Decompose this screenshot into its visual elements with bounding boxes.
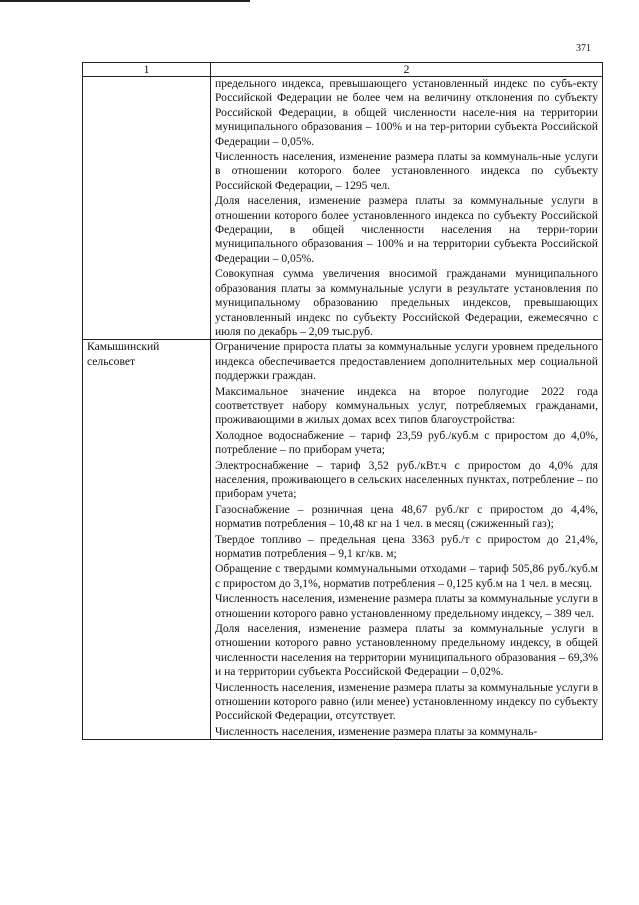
municipality-name: Камышинский сельсовет <box>87 340 160 368</box>
paragraph: Ограничение прироста платы за коммунальные услуги уровнем предельного индекса обеспечивается предоставлением дополнительных мер социальной поддержки граждан. <box>215 340 598 383</box>
paragraph: Максимальное значение индекса на второе полугодие 2022 года соответствует набору коммунальных услуг, потребляемых гражданами, проживающими в жилых домах всех типов благоустройства: <box>215 384 598 427</box>
page-number: 371 <box>576 43 591 54</box>
paragraph: предельного индекса, превышающего установленный индекс по субъ-екту Российской Федерации не более чем на величину отклонения по субъекту Российской Федерации, в общей численности населе-ния на территории муниципального образования – 100% и на тер-ритории субъекта Российской Федерации – 0,05%. <box>215 77 598 148</box>
top-rule <box>0 0 250 2</box>
municipality-cell <box>83 340 211 740</box>
paragraph: Совокупная сумма увеличения вносимой гражданами муниципального образования платы за коммунальные услуги в результате установления по муниципальному образованию предельных индексов, превышающих установленный индекс по субъекту Российской Федерации, ежемесячно с июля по декабрь – 2,09 тыс.руб. <box>215 267 598 338</box>
paragraph: Твердое топливо – предельная цена 3363 руб./т с приростом до 21,4%, норматив потребления – 9,1 кг/кв. м; <box>215 532 598 560</box>
paragraph: Газоснабжение – розничная цена 48,67 руб./кг с приростом до 4,4%, норматив потребления – 10,48 кг на 1 чел. в месяц (сжиженный газ); <box>215 502 598 531</box>
description-cell <box>211 340 603 740</box>
table-header-row <box>83 63 603 77</box>
paragraph: Электроснабжение – тариф 3,52 руб./кВт.ч с приростом до 4,0% для населения, проживающего в сельских населенных пунктах, потребление – по приборам учета; <box>215 458 598 501</box>
paragraph: Обращение с твердыми коммунальными отходами – тариф 505,86 руб./куб.м с приростом до 3,1%, норматив потребления – 0,125 куб.м на 1 чел. в месяц. <box>215 562 598 590</box>
column-header: 1 <box>83 63 211 77</box>
table-row <box>83 77 603 340</box>
table-row <box>83 340 603 740</box>
paragraph: Холодное водоснабжение – тариф 23,59 руб./куб.м с приростом до 4,0%, потребление – по приборам учета; <box>215 428 598 457</box>
description-cell <box>211 77 603 340</box>
paragraph: Численность населения, изменение размера платы за коммунальные услуги в отношении которого равно установленному предельному индексу, – 389 чел. <box>215 592 598 620</box>
column-header: 2 <box>211 63 603 77</box>
paragraph: Доля населения, изменение размера платы за коммунальные услуги в отношении которого более установленного индекса по субъекту Российской Федерации, в общей численности населения на терри-тории муниципального образования – 100% и на территории субъекта Российской Федерации – 0,05%. <box>215 194 598 265</box>
paragraph: Численность населения, изменение размера платы за коммунальные услуги в отношении которого равно (или менее) установленному индексу по субъекту Российской Федерации, отсутствует. <box>215 680 598 723</box>
paragraph: Численность населения, изменение размера платы за коммуналь- <box>215 724 538 738</box>
municipality-cell <box>83 77 211 340</box>
document-table <box>82 62 603 740</box>
paragraph: Доля населения, изменение размера платы за коммунальные услуги в отношении которого равно установленному предельному индексу, в общей численности населения на территории муниципального образования – 69,3% и на территории субъекта Российской Федерации – 0,02%. <box>215 622 598 679</box>
paragraph: Численность населения, изменение размера платы за коммуналь-ные услуги в отношении которого более установленного индекса по субъекту Российской Федерации, – 1295 чел. <box>215 150 598 192</box>
